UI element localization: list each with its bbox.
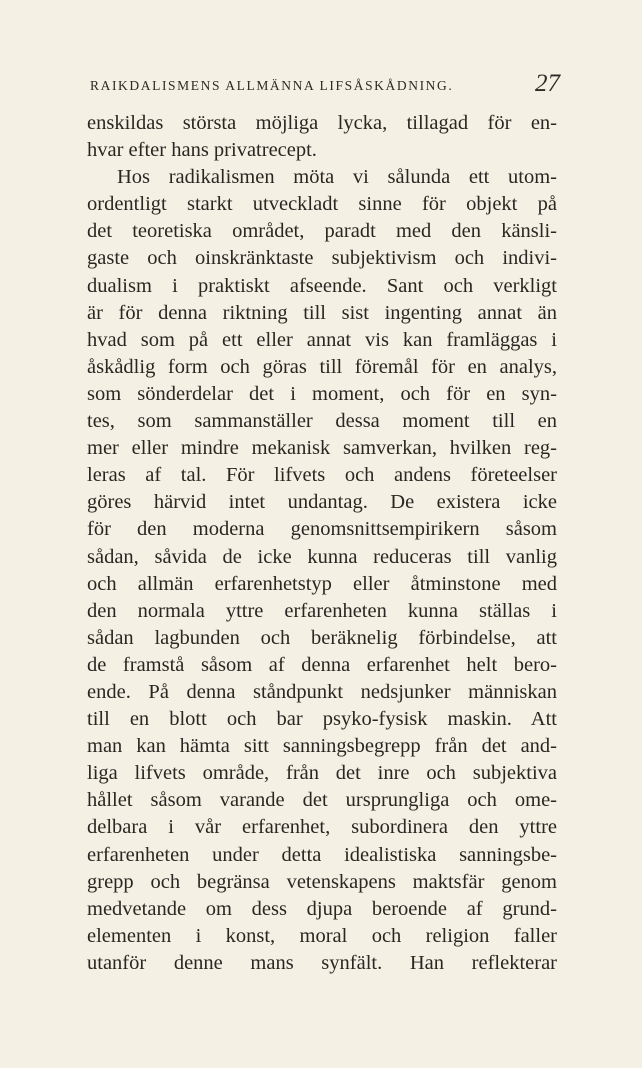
text-line: Hos radikalismen möta vi sålunda ett utom- xyxy=(117,166,557,189)
text-line: de framstå såsom af denna erfarenhet helt bero- xyxy=(87,653,557,676)
text-line: är för denna riktning till sist ingenting annat än xyxy=(87,301,557,324)
text-line: leras af tal. För lifvets och andens företeelser xyxy=(87,464,557,487)
text-line: utanför denne mans synfält. Han reflekterar xyxy=(87,951,557,974)
text-line: göres härvid intet undantag. De existera icke xyxy=(87,491,557,514)
text-line: som sönderdelar det i moment, och för en syn- xyxy=(87,382,557,405)
page-header xyxy=(90,70,560,100)
text-line: erfarenheten under detta idealistiska sanningsbe- xyxy=(87,843,557,866)
text-line: mer eller mindre mekanisk samverkan, hvilken reg- xyxy=(87,437,557,460)
text-line: liga lifvets område, från det inre och subjektiva xyxy=(87,762,557,785)
text-line: sådan, såvida de icke kunna reduceras till vanlig xyxy=(87,545,557,568)
page-number: 27 xyxy=(535,70,560,97)
text-line: gaste och oinskränktaste subjektivism och indivi- xyxy=(87,247,557,270)
text-line: delbara i vår erfarenhet, subordinera den yttre xyxy=(87,816,557,839)
text-line: och allmän erfarenhetstyp eller åtminstone med xyxy=(87,572,557,595)
text-line: dualism i praktiskt afseende. Sant och verkligt xyxy=(87,274,557,297)
text-line: grepp och begränsa vetenskapens maktsfär genom xyxy=(87,870,557,893)
running-head: RAIKDALISMENS ALLMÄNNA LIFSÅSKÅDNING. xyxy=(90,78,454,93)
text-line: hvad som på ett eller annat vis kan framläggas i xyxy=(87,328,557,351)
text-line: till en blott och bar psyko-fysisk maskin. Att xyxy=(87,708,557,731)
text-line: ordentligt starkt utveckladt sinne för objekt på xyxy=(87,193,557,216)
text-line: ende. På denna ståndpunkt nedsjunker människan xyxy=(87,680,557,703)
text-line: hållet såsom varande det ursprungliga och ome- xyxy=(87,789,557,812)
text-line: åskådlig form och göras till föremål för en analys, xyxy=(87,355,557,378)
text-line: sådan lagbunden och beräknelig förbindelse, att xyxy=(87,626,557,649)
text-line: medvetande om dess djupa beroende af grund- xyxy=(87,897,557,920)
text-line: hvar efter hans privatrecept. xyxy=(87,139,317,162)
text-line: man kan hämta sitt sanningsbegrepp från det and- xyxy=(87,735,557,758)
text-line: tes, som sammanställer dessa moment till en xyxy=(87,410,557,433)
text-line: det teoretiska området, paradt med den känsli- xyxy=(87,220,557,243)
text-line: den normala yttre erfarenheten kunna ställas i xyxy=(87,599,557,622)
body-text xyxy=(87,110,557,977)
text-line: enskildas största möjliga lycka, tillagad för en- xyxy=(87,112,557,134)
text-line: för den moderna genomsnittsempirikern såsom xyxy=(87,518,557,541)
text-line: elementen i konst, moral och religion faller xyxy=(87,924,557,947)
